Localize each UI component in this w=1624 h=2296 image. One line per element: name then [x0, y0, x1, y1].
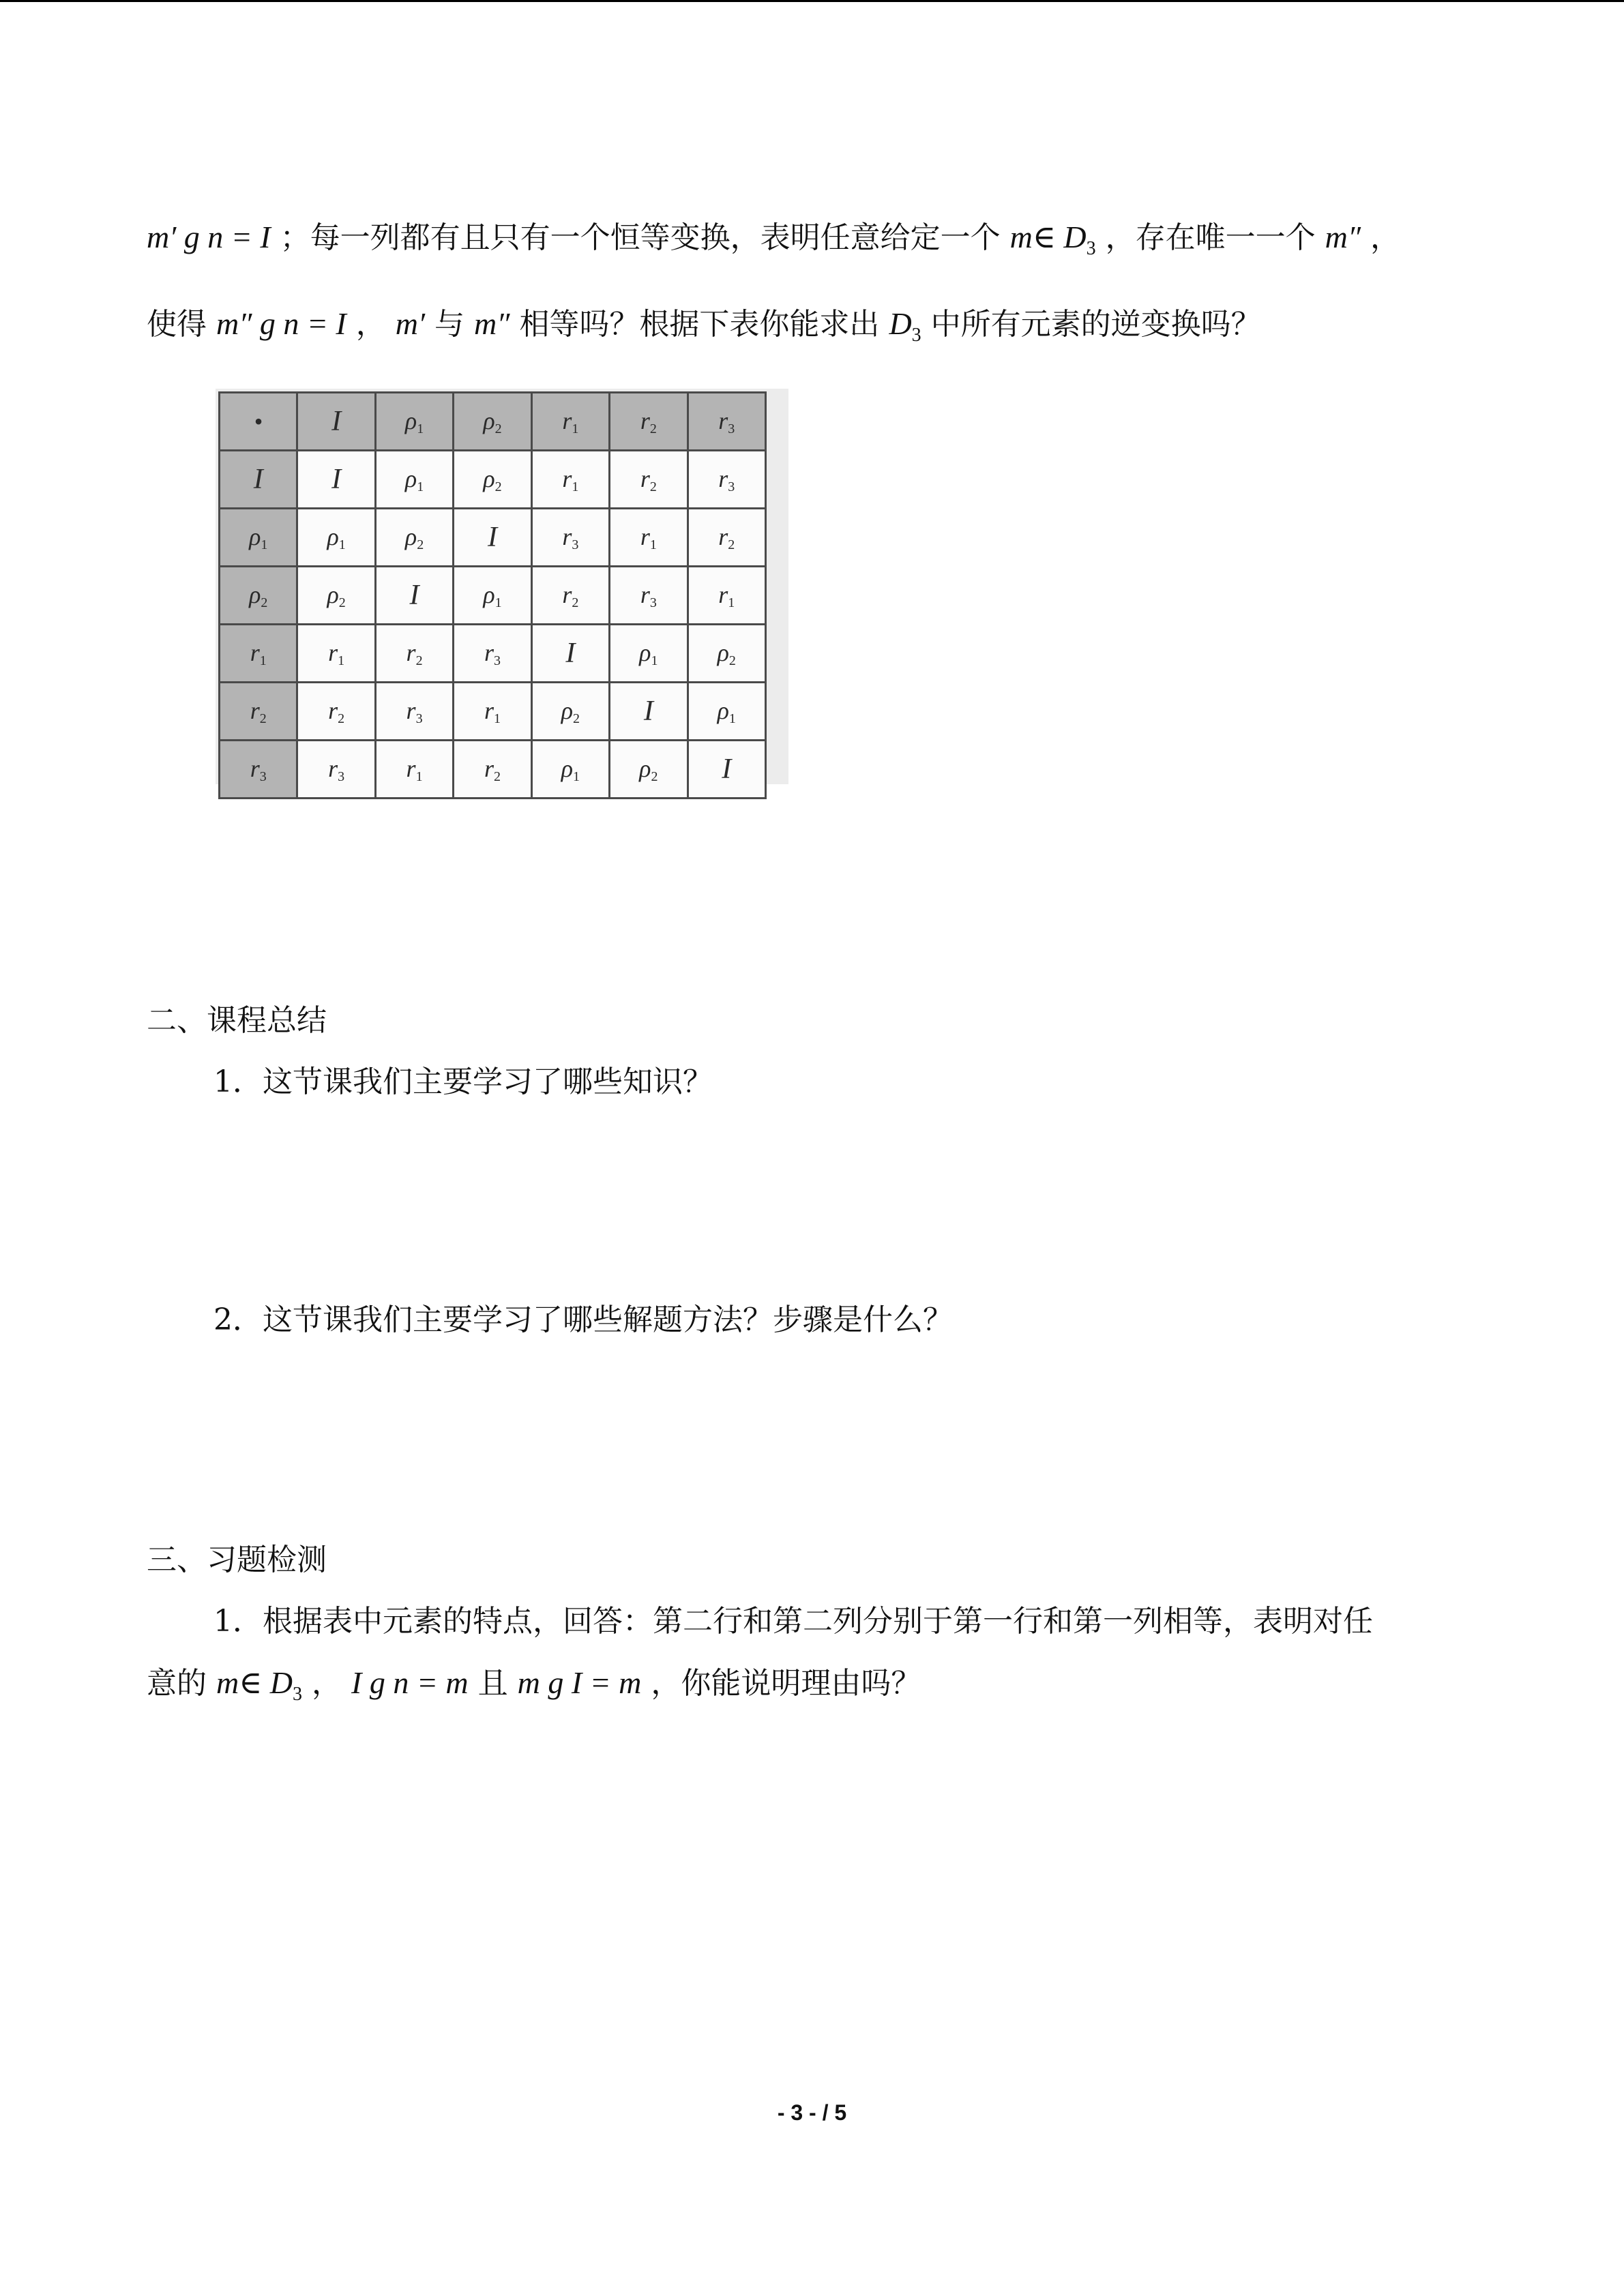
math-expression: m g I = m [517, 1665, 642, 1700]
text-span: ， [1370, 220, 1401, 255]
table-cell: $r_1$ [297, 625, 375, 683]
text-span: 相等吗？根据下表你能求出 [519, 307, 880, 342]
table-cell: $\rho_2$ [688, 625, 765, 683]
table-cell: $r_2$ [297, 683, 375, 741]
table-cell: $r_1$ [531, 393, 609, 451]
math-expression: m∈ $D_3$ [216, 1665, 302, 1705]
table-cell: $r_3$ [220, 741, 297, 799]
text-span: 且 [477, 1666, 508, 1701]
text-span: 意的 [147, 1666, 207, 1701]
math-expression: m″ [474, 306, 510, 341]
top-border-line [0, 0, 1624, 2]
text-span: ；每一列都有且只有一个恒等变换，表明任意给定一个 [280, 220, 1001, 255]
table-cell: $r_2$ [375, 625, 453, 683]
table-cell: $r_1$ [454, 683, 531, 741]
table-cell: $r_3$ [454, 625, 531, 683]
table-cell: I [688, 741, 765, 799]
table-cell: $r_2$ [454, 741, 531, 799]
table-cell: $r_2$ [610, 451, 688, 509]
table-row [220, 451, 766, 509]
text-span: ， [355, 307, 386, 342]
text-span: ， [312, 1666, 342, 1701]
table-cell: I [297, 451, 375, 509]
table-cell: $r_1$ [531, 451, 609, 509]
table-cell: $\rho_1$ [220, 509, 297, 567]
table-row [220, 393, 766, 451]
table-cell: $r_1$ [220, 625, 297, 683]
math-expression: m″ [1325, 220, 1361, 254]
table-row [220, 741, 766, 799]
exercise-question-1-line-2 [147, 1663, 921, 1715]
table-cell: $r_3$ [531, 509, 609, 567]
math-expression: m′ [395, 306, 426, 341]
table-cell: $r_1$ [688, 567, 765, 625]
table-cell: $\rho_2$ [375, 509, 453, 567]
table-cell: • [220, 393, 297, 451]
math-expression: m″ g n = I [216, 306, 346, 341]
page-number: - 3 - / 5 [777, 2100, 847, 2125]
table-cell: $\rho_2$ [220, 567, 297, 625]
table-cell: I [220, 451, 297, 509]
table-cell: $\rho_2$ [454, 393, 531, 451]
summary-question-2: 2．这节课我们主要学习了哪些解题方法？步骤是什么？ [213, 1302, 953, 1337]
text-span: ，存在唯一一个 [1105, 220, 1316, 255]
table-row [220, 509, 766, 567]
paragraph-line-2 [147, 303, 1261, 356]
table-cell: I [610, 683, 688, 741]
table-cell: I [454, 509, 531, 567]
table-cell: $r_2$ [688, 509, 765, 567]
exercise-question-1-line-1: 1．根据表中元素的特点，回答：第二行和第二列分别于第一行和第一列相等，表明对任 [213, 1604, 1373, 1639]
table-cell: $\rho_1$ [375, 393, 453, 451]
table-cell: $r_2$ [610, 393, 688, 451]
paragraph-line-1 [147, 217, 1400, 269]
table-cell: $\rho_1$ [454, 567, 531, 625]
cayley-table [218, 391, 767, 799]
summary-question-1: 1．这节课我们主要学习了哪些知识？ [213, 1064, 713, 1099]
table-cell: $r_3$ [610, 567, 688, 625]
table-cell: $r_1$ [375, 741, 453, 799]
text-span: ，你能说明理由吗？ [651, 1666, 921, 1701]
section-heading-summary: 二、课程总结 [147, 1003, 327, 1038]
math-expression: I g n = m [351, 1665, 469, 1700]
table-cell: $\rho_1$ [375, 451, 453, 509]
table-cell: I [297, 393, 375, 451]
table-cell: $r_2$ [220, 683, 297, 741]
math-expression: m′ g n = I [147, 220, 271, 254]
section-heading-exercises: 三、习题检测 [147, 1542, 327, 1577]
text-span: 使得 [147, 307, 207, 342]
table-cell: $r_3$ [375, 683, 453, 741]
table-cell: $\rho_2$ [297, 567, 375, 625]
table-row [220, 567, 766, 625]
table-cell: $\rho_2$ [610, 741, 688, 799]
table-cell: $r_1$ [610, 509, 688, 567]
table-cell: $r_3$ [297, 741, 375, 799]
text-span: 与 [434, 307, 465, 342]
table-cell: $\rho_1$ [531, 741, 609, 799]
cayley-table-image [216, 389, 788, 784]
table-row [220, 625, 766, 683]
table-cell: $\rho_1$ [297, 509, 375, 567]
math-expression: m∈ $D_3$ [1009, 220, 1096, 259]
table-cell: $r_3$ [688, 393, 765, 451]
math-expression: $D_3$ [889, 306, 921, 346]
text-span: 中所有元素的逆变换吗？ [930, 307, 1261, 342]
table-cell: $\rho_2$ [454, 451, 531, 509]
table-cell: I [531, 625, 609, 683]
table-cell: $\rho_1$ [610, 625, 688, 683]
table-cell: $r_2$ [531, 567, 609, 625]
table-cell: $\rho_2$ [531, 683, 609, 741]
table-cell: $\rho_1$ [688, 683, 765, 741]
table-row [220, 683, 766, 741]
table-cell: $r_3$ [688, 451, 765, 509]
table-cell: I [375, 567, 453, 625]
